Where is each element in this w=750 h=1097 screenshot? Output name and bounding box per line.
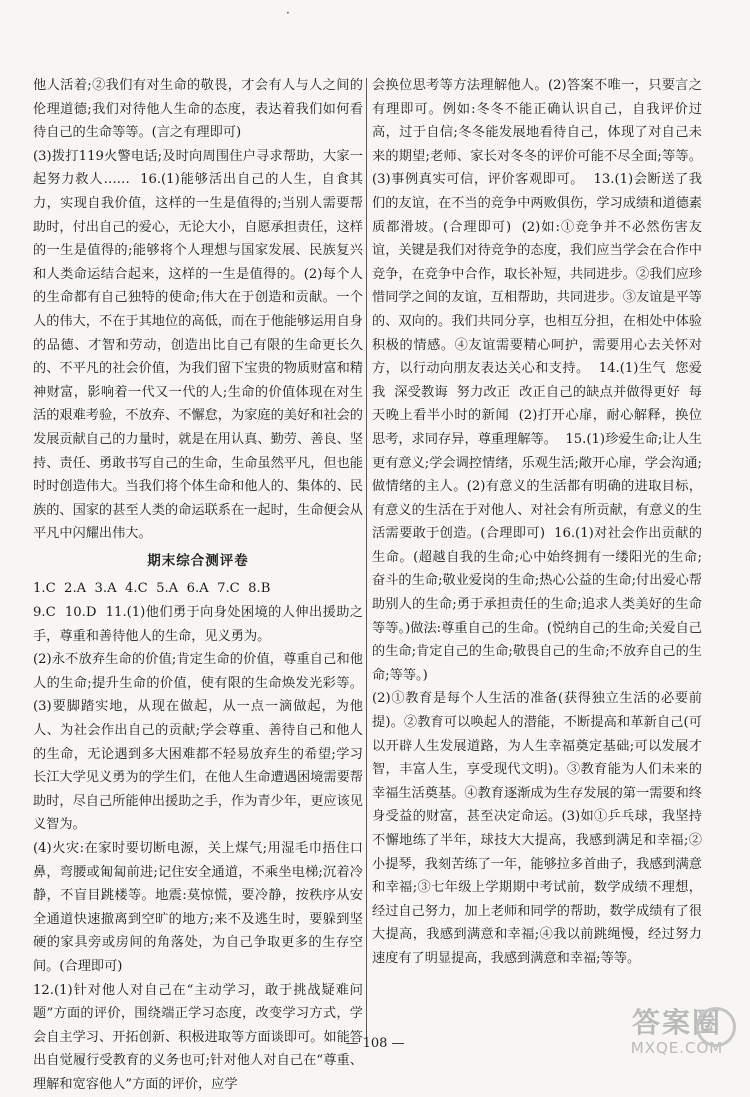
left-column bbox=[33, 74, 363, 1097]
answer-paragraph: 他人活着;②我们有对生命的敬畏，才会有人与人之间的伦理道德;我们对待他人生命的态度，表达着我们如何看待自己的生命等等。(言之有理即可) bbox=[33, 78, 363, 141]
answer-paragraph: 9.C 10.D 11.(1)他们勇于向身处困境的人伸出援助之手，尊重和善待他人的生命，见义勇为。 bbox=[33, 605, 363, 644]
answer-paragraph: (4)火灾:在家时要切断电源，关上煤气;用湿毛巾捂住口鼻，弯腰或匍匐前进;记住安全通道，不乘坐电梯;沉着冷静，不盲目跳楼等。地震:莫惊慌，要冷静，按秩序从安全通道快速撤离到空旷的地方;来不及逃生时，要躲到坚硬的家具旁或房间的角落处，为自己争取更多的生存空间。(合理即可) bbox=[33, 841, 363, 974]
answer-paragraph: (3)拨打119火警电话;及时向周围住户寻求帮助，大家一起努力救人…… 16.(1)能够活出自己的人生，自食其力，实现自我价值，这样的一生是值得的;当别人需要帮助时，付出自己的爱心，无论大小，自愿承担责任，这样的一生是值得的;能够将个人理想与国家发展、民族复兴和人类命运结合起来，这样的一生是值得的。(2)每个人的生命都有自己独特的使命;伟大在于创造和贡献。一个人的伟大，不在于其地位的高低，而在于他能够运用自身的品德、才智和劳动，创造出比自己有限的生命更长久的、不平凡的社会价值，为我们留下宝贵的物质财富和精神财富，影响着一代又一代的人;生命的价值体现在对生活的艰难考验，不放弃、不懈怠，为家庭的美好和社会的发展贡献自己的力量时，就是在用认真、勤劳、善良、坚持、责任、勇敢书写自己的生命，生命虽然平凡，但也能时时创造伟大。当我们将个体生命和他人的、集体的、民族的、国家的甚至人类的命运联系在一起时，生命便会从平凡中闪耀出伟大。 bbox=[33, 148, 363, 542]
answer-paragraph: (2)永不放弃生命的价值;肯定生命的价值，尊重自己和他人的生命;提升生命的价值，使有限的生命焕发光彩等。(3)要脚踏实地，从现在做起，从一点一滴做起，为他人、为社会作出自己的贡献;学会尊重、善待自己和他人的生命，无论遇到多大困难都不轻易放弃生的希望;学习长江大学见义勇为的学生们，在他人生命遭遇困境需要帮助时，尽自己所能伸出援助之手，作为青少年，更应该见义智为。 bbox=[33, 652, 363, 833]
watermark-logo bbox=[618, 1007, 736, 1067]
choice-answers: 1.C 2.A 3.A 4.C 5.A 6.A 7.C 8.B bbox=[33, 581, 271, 597]
watermark-circle-icon bbox=[696, 1007, 736, 1047]
section-title: 期末综合测评卷 bbox=[147, 552, 249, 569]
answer-paragraph: 会换位思考等方法理解他人。(2)答案不唯一，只要言之有理即可。例如:冬冬不能正确认识自己，自我评价过高，过于自信;冬冬能发展地看待自己，体现了对自己未来的期望;老师、家长对冬冬的评价可能不尽全面;等等。(3)事例真实可信，评价客观即可。 13.(1)会断送了我们的友谊，在不当的竞争中两败俱伤，学习成绩和道德素质都滑坡。(合理即可) (2)如:①竞争并不必然伤害友谊，关键是我们对待竞争的态度，我们应当学会在合作中竞争，在竞争中合作，取长补短，共同进步。②我们应珍惜同学之间的友谊，互相帮助，共同进步。③友谊是平等的、双向的。我们共同分享，也相互分担，在相处中体验积极的情感。④友谊需要精心呵护，需要用心去关怀对方，以行动向朋友表达关心和支持。 14.(1)生气 您爱我 深受教诲 努力改正 改正自己的缺点并做得更好 每天晚上看半小时的新闻 (2)打开心扉，耐心解释，换位思考，求同存异，尊重理解等。 15.(1)珍爱生命;让人生更有意义;学会调控情绪，乐观生活;敞开心扉，学会沟通;做情绪的主人。(2)有意义的生活都有明确的进取目标，有意义的生活在于对他人、对社会有所贡献，有意义的生活需要敢于创造。(合理即可) 16.(1)对社会作出贡献的生命。(超越自我的生命;心中始终拥有一缕阳光的生命;奋斗的生命;敬业爱岗的生命;热心公益的生命;付出爱心帮助别人的生命;勇于承担责任的生命;追求人类美好的生命等等。)做法:尊重自己的生命。(悦纳自己的生命;关爱自己的生命;肯定自己的生命;敬畏自己的生命;不放弃自己的生命;等等。) bbox=[372, 78, 702, 683]
column-divider bbox=[366, 78, 367, 1038]
answer-paragraph: 12.(1)针对他人对自己在“主动学习，敢于挑战疑难问题”方面的评价，围绕端正学习态度，改变学习方式，学会自主学习、开拓创新、积极进取等方面谈即可。如能答出自觉履行受教育的义务也可;针对他人对自己在“尊重、理解和宽容他人”方面的评价，应学 bbox=[33, 982, 363, 1092]
watermark-text: 答案圈 bbox=[631, 1006, 722, 1039]
page-number: — 108 — bbox=[345, 1036, 405, 1051]
answer-paragraph: (2)①教育是每个人生活的准备(获得独立生活的必要前提)。②教育可以唤起人的潜能，不断提高和革新自己(可以开辟人生发展道路，为人生幸福奠定基础;可以发展才智，丰富人生，享受现代文明)。③教育能为人们未来的幸福生活奠基。④教育逐渐成为生存发展的第一需要和终身受益的财富，甚至决定命运。(3)如①乒乓球，我坚持不懈地练了半年，球技大大提高，我感到满足和幸福;②小提琴，我刻苦练了一年，能够拉多首曲子，我感到满意和幸福;③七年级上学期期中考试前，数学成绩不理想，经过自己努力，加上老师和同学的帮助，数学成绩有了很大提高，我感到满意和幸福;④我以前跳绳慢，经过努力速度有了明显提高，我感到满意和幸福;等等。 bbox=[372, 691, 702, 966]
right-column bbox=[372, 74, 702, 971]
top-mark: · bbox=[286, 6, 290, 20]
watermark-url: MXQE.COM bbox=[630, 1039, 724, 1057]
